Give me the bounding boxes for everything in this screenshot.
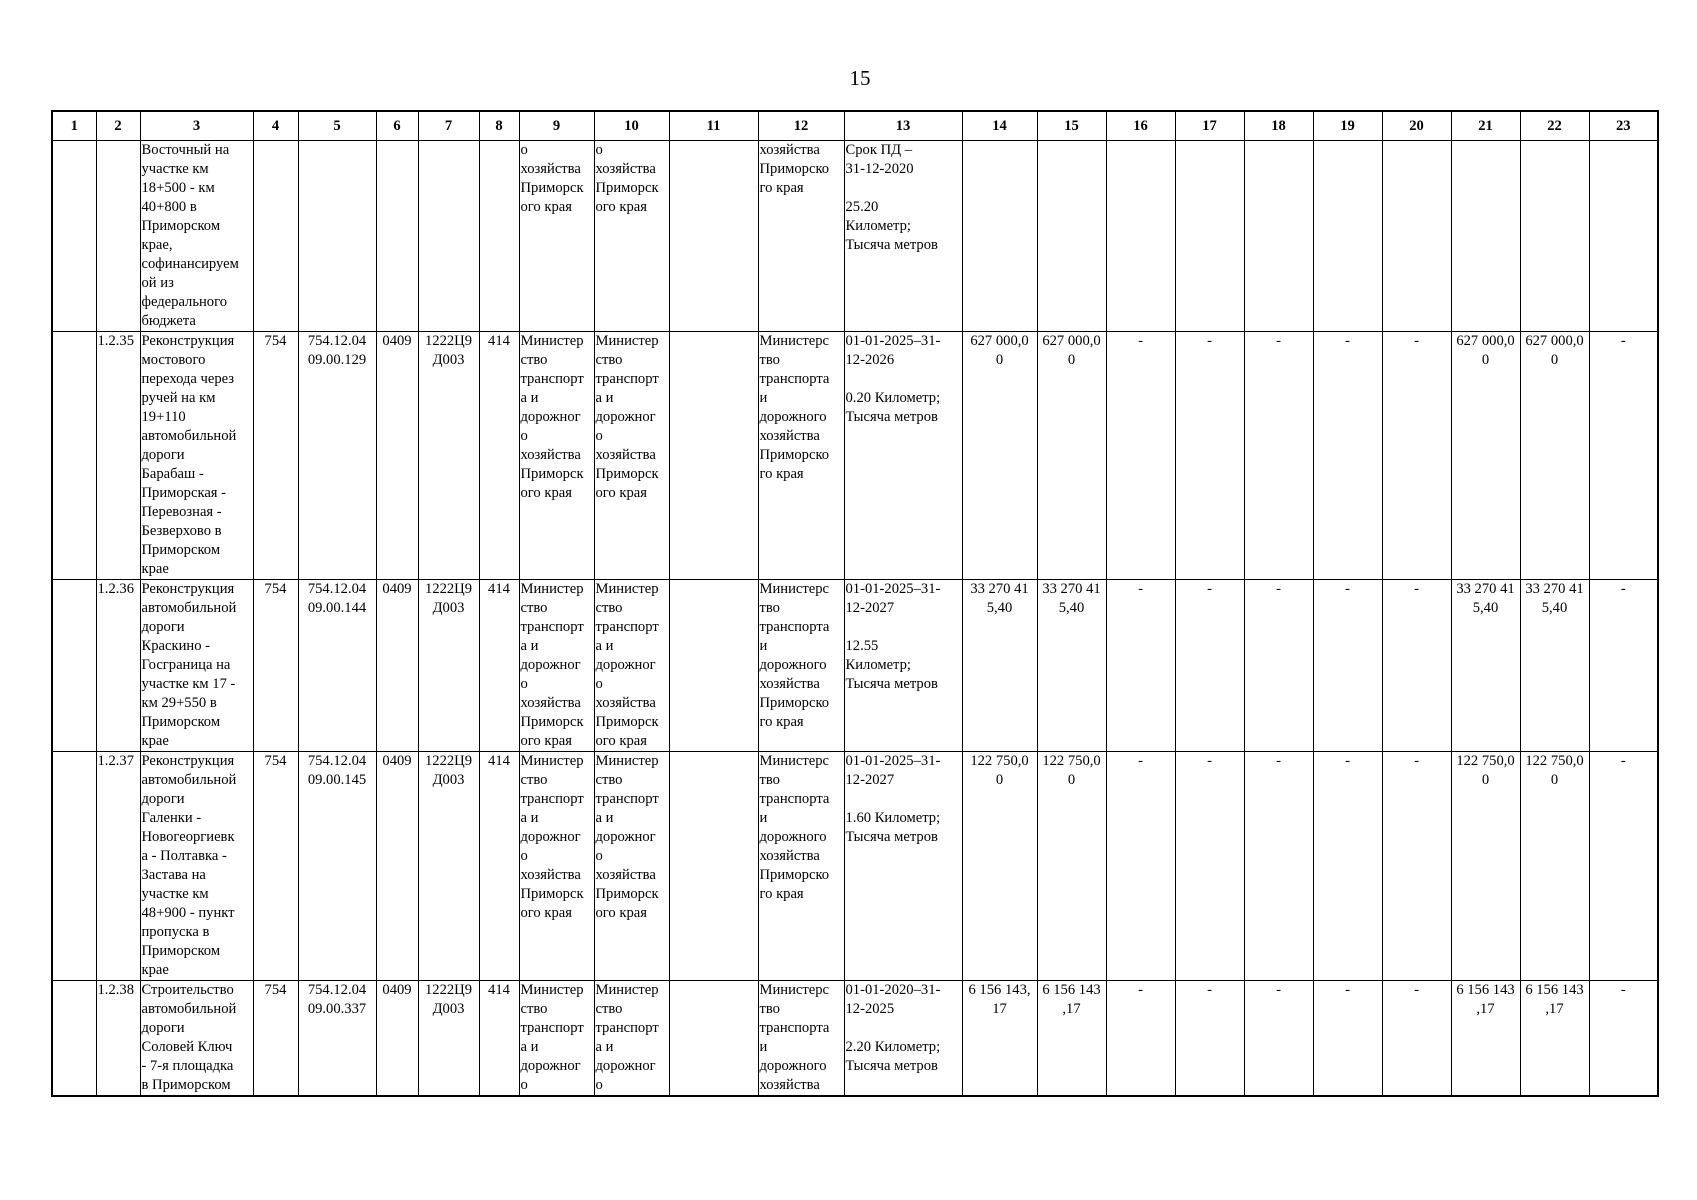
cell-col-15 <box>1037 981 1106 1097</box>
cell-text: Министерс тво транспорта и дорожного хозяйства <box>759 982 830 1093</box>
cell-col-23 <box>1589 752 1658 981</box>
cell-text: 754.12.04 09.00.337 <box>307 982 367 1017</box>
cell-text: 1222Ц9 Д003 <box>424 753 473 788</box>
cell-text: Министер ство транспорт а и дорожног о <box>595 982 659 1093</box>
cell-col-19 <box>1313 332 1382 580</box>
cell-text: Строительство автомобильной дороги Соловей Ключ - 7-я площадка в Приморском <box>141 982 237 1093</box>
cell-col-20 <box>1382 580 1451 752</box>
cell-col-3 <box>140 981 253 1097</box>
cell-text: Реконструкция автомобильной дороги Краскино - Госграница на участке км 17 - км 29+550 в Приморском крае <box>141 581 237 749</box>
cell-text: 01-01-2025–31- 12-2027 1.60 Километр; Тысяча метров <box>845 753 941 845</box>
cell-col-13 <box>844 752 962 981</box>
cell-text: 0409 <box>382 982 412 998</box>
cell-text: Срок ПД – 31-12-2020 25.20 Километр; Тысяча метров <box>845 142 938 253</box>
table-header-row <box>52 111 1658 141</box>
cell-col-16 <box>1106 580 1175 752</box>
cell-col-3 <box>140 332 253 580</box>
cell-col-9 <box>519 981 594 1097</box>
header-cell-13: 13 <box>844 111 962 141</box>
cell-col-11 <box>669 752 758 981</box>
cell-col-2 <box>96 752 140 981</box>
cell-col-19 <box>1313 752 1382 981</box>
cell-col-5 <box>298 981 376 1097</box>
header-cell-6: 6 <box>376 111 418 141</box>
cell-text: - <box>1138 753 1143 769</box>
cell-col-14 <box>962 752 1037 981</box>
cell-text: - <box>1138 982 1143 998</box>
cell-col-5 <box>298 580 376 752</box>
cell-text: - <box>1345 581 1350 597</box>
cell-text: Министер ство транспорт а и дорожног о хозяйства Приморск ого края <box>595 581 659 749</box>
cell-col-17 <box>1175 981 1244 1097</box>
header-cell-5: 5 <box>298 111 376 141</box>
cell-col-15 <box>1037 332 1106 580</box>
cell-text: 122 750,0 0 <box>1456 753 1515 788</box>
cell-text: - <box>1414 581 1419 597</box>
cell-col-15 <box>1037 580 1106 752</box>
cell-text: Министер ство транспорт а и дорожног о <box>520 982 584 1093</box>
cell-col-7 <box>418 332 479 580</box>
cell-col-22 <box>1520 580 1589 752</box>
cell-text: Министер ство транспорт а и дорожног о хозяйства Приморск ого края <box>520 333 584 501</box>
cell-col-23 <box>1589 141 1658 332</box>
cell-text: 122 750,0 0 <box>1042 753 1101 788</box>
cell-col-15 <box>1037 141 1106 332</box>
cell-col-9 <box>519 752 594 981</box>
cell-col-10 <box>594 580 669 752</box>
cell-col-22 <box>1520 981 1589 1097</box>
cell-col-14 <box>962 332 1037 580</box>
cell-col-8 <box>479 580 519 752</box>
cell-col-2 <box>96 981 140 1097</box>
cell-text: 1.2.35 <box>97 333 134 349</box>
cell-text: Министер ство транспорт а и дорожног о хозяйства Приморск ого края <box>595 333 659 501</box>
table-row <box>52 752 1658 981</box>
cell-col-14 <box>962 141 1037 332</box>
cell-col-2 <box>96 332 140 580</box>
cell-col-22 <box>1520 141 1589 332</box>
cell-col-10 <box>594 981 669 1097</box>
cell-text: 414 <box>488 333 510 349</box>
cell-text: Министерс тво транспорта и дорожного хозяйства Приморско го края <box>759 581 830 730</box>
cell-text: 754.12.04 09.00.145 <box>307 753 367 788</box>
cell-text: 1222Ц9 Д003 <box>424 982 473 1017</box>
header-cell-7: 7 <box>418 111 479 141</box>
cell-col-1 <box>52 580 96 752</box>
cell-col-17 <box>1175 752 1244 981</box>
header-cell-2: 2 <box>96 111 140 141</box>
cell-text: 0409 <box>382 753 412 769</box>
cell-text: 627 000,0 0 <box>1042 333 1101 368</box>
cell-col-4 <box>253 141 298 332</box>
cell-text: - <box>1207 753 1212 769</box>
cell-text: Реконструкция автомобильной дороги Галенки - Новогеоргиевк а - Полтавка - Застава на участке км 48+900 - пункт пропуска в Приморском крае <box>141 753 237 978</box>
cell-col-2 <box>96 141 140 332</box>
cell-text: Министер ство транспорт а и дорожног о хозяйства Приморск ого края <box>520 581 584 749</box>
cell-col-22 <box>1520 332 1589 580</box>
cell-col-1 <box>52 981 96 1097</box>
cell-text: - <box>1138 581 1143 597</box>
header-cell-22: 22 <box>1520 111 1589 141</box>
cell-col-12 <box>758 981 844 1097</box>
cell-text: 627 000,0 0 <box>970 333 1029 368</box>
cell-col-1 <box>52 332 96 580</box>
header-cell-20: 20 <box>1382 111 1451 141</box>
header-cell-14: 14 <box>962 111 1037 141</box>
cell-col-21 <box>1451 981 1520 1097</box>
header-cell-12: 12 <box>758 111 844 141</box>
cell-text: 0409 <box>382 581 412 597</box>
cell-text: - <box>1620 581 1626 597</box>
cell-col-10 <box>594 141 669 332</box>
cell-text: 627 000,0 0 <box>1456 333 1515 368</box>
cell-col-5 <box>298 752 376 981</box>
cell-col-7 <box>418 580 479 752</box>
cell-col-9 <box>519 332 594 580</box>
cell-text: 1222Ц9 Д003 <box>424 333 473 368</box>
cell-col-20 <box>1382 752 1451 981</box>
cell-text: - <box>1276 753 1281 769</box>
cell-col-6 <box>376 580 418 752</box>
cell-col-23 <box>1589 332 1658 580</box>
cell-col-1 <box>52 141 96 332</box>
cell-text: Реконструкция мостового перехода через ручей на км 19+110 автомобильной дороги Барабаш - Приморская - Перевозная - Безверхово в Приморском крае <box>141 333 237 577</box>
cell-col-4 <box>253 580 298 752</box>
header-cell-4: 4 <box>253 111 298 141</box>
cell-text: 122 750,0 0 <box>970 753 1029 788</box>
header-cell-10: 10 <box>594 111 669 141</box>
cell-col-5 <box>298 141 376 332</box>
cell-col-10 <box>594 752 669 981</box>
cell-text: - <box>1345 982 1350 998</box>
cell-text: 6 156 143 ,17 <box>1042 982 1101 1017</box>
cell-col-21 <box>1451 332 1520 580</box>
cell-text: 754.12.04 09.00.129 <box>307 333 367 368</box>
cell-text: 0409 <box>382 333 412 349</box>
cell-text: 6 156 143 ,17 <box>1525 982 1584 1017</box>
cell-col-3 <box>140 141 253 332</box>
table-row <box>52 141 1658 332</box>
cell-text: 6 156 143 ,17 <box>1456 982 1515 1017</box>
header-cell-15: 15 <box>1037 111 1106 141</box>
cell-text: - <box>1207 581 1212 597</box>
cell-text: 01-01-2020–31- 12-2025 2.20 Километр; Тысяча метров <box>845 982 941 1074</box>
header-cell-8: 8 <box>479 111 519 141</box>
cell-text: Восточный на участке км 18+500 - км 40+800 в Приморском крае, софинансируем ой из федерального бюджета <box>141 142 239 329</box>
cell-text: 33 270 41 5,40 <box>970 581 1029 616</box>
cell-col-8 <box>479 981 519 1097</box>
cell-col-16 <box>1106 752 1175 981</box>
cell-col-14 <box>962 981 1037 1097</box>
cell-col-16 <box>1106 981 1175 1097</box>
cell-text: 122 750,0 0 <box>1525 753 1584 788</box>
cell-text: о хозяйства Приморск ого края <box>595 142 659 215</box>
cell-text: 754 <box>264 333 287 349</box>
cell-text: 1.2.37 <box>97 753 134 769</box>
cell-text: 414 <box>488 753 510 769</box>
table-row <box>52 332 1658 580</box>
cell-col-18 <box>1244 332 1313 580</box>
header-cell-19: 19 <box>1313 111 1382 141</box>
cell-text: Министер ство транспорт а и дорожног о хозяйства Приморск ого края <box>520 753 584 921</box>
cell-text: - <box>1414 982 1419 998</box>
cell-text: - <box>1276 982 1281 998</box>
cell-text: - <box>1620 333 1626 349</box>
cell-col-9 <box>519 141 594 332</box>
cell-text: хозяйства Приморско го края <box>759 142 830 196</box>
cell-col-23 <box>1589 981 1658 1097</box>
budget-table <box>51 110 1659 1097</box>
cell-col-20 <box>1382 981 1451 1097</box>
cell-col-17 <box>1175 141 1244 332</box>
cell-col-3 <box>140 752 253 981</box>
cell-col-6 <box>376 141 418 332</box>
header-cell-23: 23 <box>1589 111 1658 141</box>
cell-text: 754 <box>264 753 287 769</box>
cell-col-1 <box>52 752 96 981</box>
cell-text: - <box>1276 333 1281 349</box>
cell-col-20 <box>1382 141 1451 332</box>
cell-col-16 <box>1106 332 1175 580</box>
table-row <box>52 981 1658 1097</box>
cell-col-8 <box>479 752 519 981</box>
cell-text: 6 156 143, 17 <box>968 982 1031 1017</box>
cell-col-6 <box>376 332 418 580</box>
cell-text: о хозяйства Приморск ого края <box>520 142 584 215</box>
cell-col-8 <box>479 332 519 580</box>
cell-col-11 <box>669 141 758 332</box>
cell-col-12 <box>758 580 844 752</box>
cell-col-3 <box>140 580 253 752</box>
header-cell-1: 1 <box>52 111 96 141</box>
cell-col-21 <box>1451 580 1520 752</box>
cell-text: 33 270 41 5,40 <box>1042 581 1101 616</box>
cell-text: 754 <box>264 581 287 597</box>
page-number: 15 <box>849 66 871 90</box>
cell-text: 754 <box>264 982 287 998</box>
cell-text: 01-01-2025–31- 12-2027 12.55 Километр; Тысяча метров <box>845 581 941 692</box>
cell-col-19 <box>1313 981 1382 1097</box>
cell-col-4 <box>253 332 298 580</box>
cell-col-17 <box>1175 580 1244 752</box>
cell-text: - <box>1138 333 1143 349</box>
cell-text: - <box>1620 982 1626 998</box>
cell-col-18 <box>1244 752 1313 981</box>
cell-col-5 <box>298 332 376 580</box>
header-cell-11: 11 <box>669 111 758 141</box>
cell-col-2 <box>96 580 140 752</box>
cell-text: 33 270 41 5,40 <box>1456 581 1515 616</box>
cell-col-13 <box>844 141 962 332</box>
cell-text: 754.12.04 09.00.144 <box>307 581 367 616</box>
cell-col-13 <box>844 981 962 1097</box>
cell-col-12 <box>758 332 844 580</box>
cell-col-4 <box>253 981 298 1097</box>
cell-col-18 <box>1244 981 1313 1097</box>
cell-col-15 <box>1037 752 1106 981</box>
cell-col-23 <box>1589 580 1658 752</box>
cell-col-21 <box>1451 141 1520 332</box>
cell-col-19 <box>1313 141 1382 332</box>
cell-col-17 <box>1175 332 1244 580</box>
header-cell-9: 9 <box>519 111 594 141</box>
cell-col-9 <box>519 580 594 752</box>
cell-text: 01-01-2025–31- 12-2026 0.20 Километр; Тысяча метров <box>845 333 941 425</box>
cell-text: - <box>1207 982 1212 998</box>
cell-text: Министер ство транспорт а и дорожног о хозяйства Приморск ого края <box>595 753 659 921</box>
cell-col-12 <box>758 141 844 332</box>
table-row <box>52 580 1658 752</box>
cell-text: 33 270 41 5,40 <box>1525 581 1584 616</box>
cell-text: - <box>1620 753 1626 769</box>
cell-text: - <box>1345 753 1350 769</box>
header-cell-21: 21 <box>1451 111 1520 141</box>
cell-text: Министерс тво транспорта и дорожного хозяйства Приморско го края <box>759 333 830 482</box>
cell-col-12 <box>758 752 844 981</box>
cell-col-6 <box>376 981 418 1097</box>
header-cell-16: 16 <box>1106 111 1175 141</box>
cell-text: - <box>1414 753 1419 769</box>
header-cell-3: 3 <box>140 111 253 141</box>
header-cell-18: 18 <box>1244 111 1313 141</box>
cell-col-7 <box>418 141 479 332</box>
cell-col-11 <box>669 981 758 1097</box>
cell-col-18 <box>1244 141 1313 332</box>
cell-col-4 <box>253 752 298 981</box>
cell-text: 1222Ц9 Д003 <box>424 581 473 616</box>
cell-col-14 <box>962 580 1037 752</box>
cell-col-11 <box>669 332 758 580</box>
cell-col-21 <box>1451 752 1520 981</box>
cell-text: 1.2.36 <box>97 581 134 597</box>
cell-col-16 <box>1106 141 1175 332</box>
cell-col-13 <box>844 580 962 752</box>
cell-col-19 <box>1313 580 1382 752</box>
cell-text: - <box>1276 581 1281 597</box>
cell-col-18 <box>1244 580 1313 752</box>
cell-col-20 <box>1382 332 1451 580</box>
cell-text: 627 000,0 0 <box>1525 333 1584 368</box>
cell-col-7 <box>418 752 479 981</box>
cell-col-6 <box>376 752 418 981</box>
cell-text: - <box>1414 333 1419 349</box>
cell-col-11 <box>669 580 758 752</box>
cell-col-13 <box>844 332 962 580</box>
cell-col-7 <box>418 981 479 1097</box>
cell-text: 1.2.38 <box>97 982 134 998</box>
cell-text: 414 <box>488 581 510 597</box>
cell-text: Министерс тво транспорта и дорожного хозяйства Приморско го края <box>759 753 830 902</box>
cell-col-22 <box>1520 752 1589 981</box>
cell-text: - <box>1207 333 1212 349</box>
cell-col-8 <box>479 141 519 332</box>
cell-text: 414 <box>488 982 510 998</box>
header-cell-17: 17 <box>1175 111 1244 141</box>
cell-text: - <box>1345 333 1350 349</box>
cell-col-10 <box>594 332 669 580</box>
